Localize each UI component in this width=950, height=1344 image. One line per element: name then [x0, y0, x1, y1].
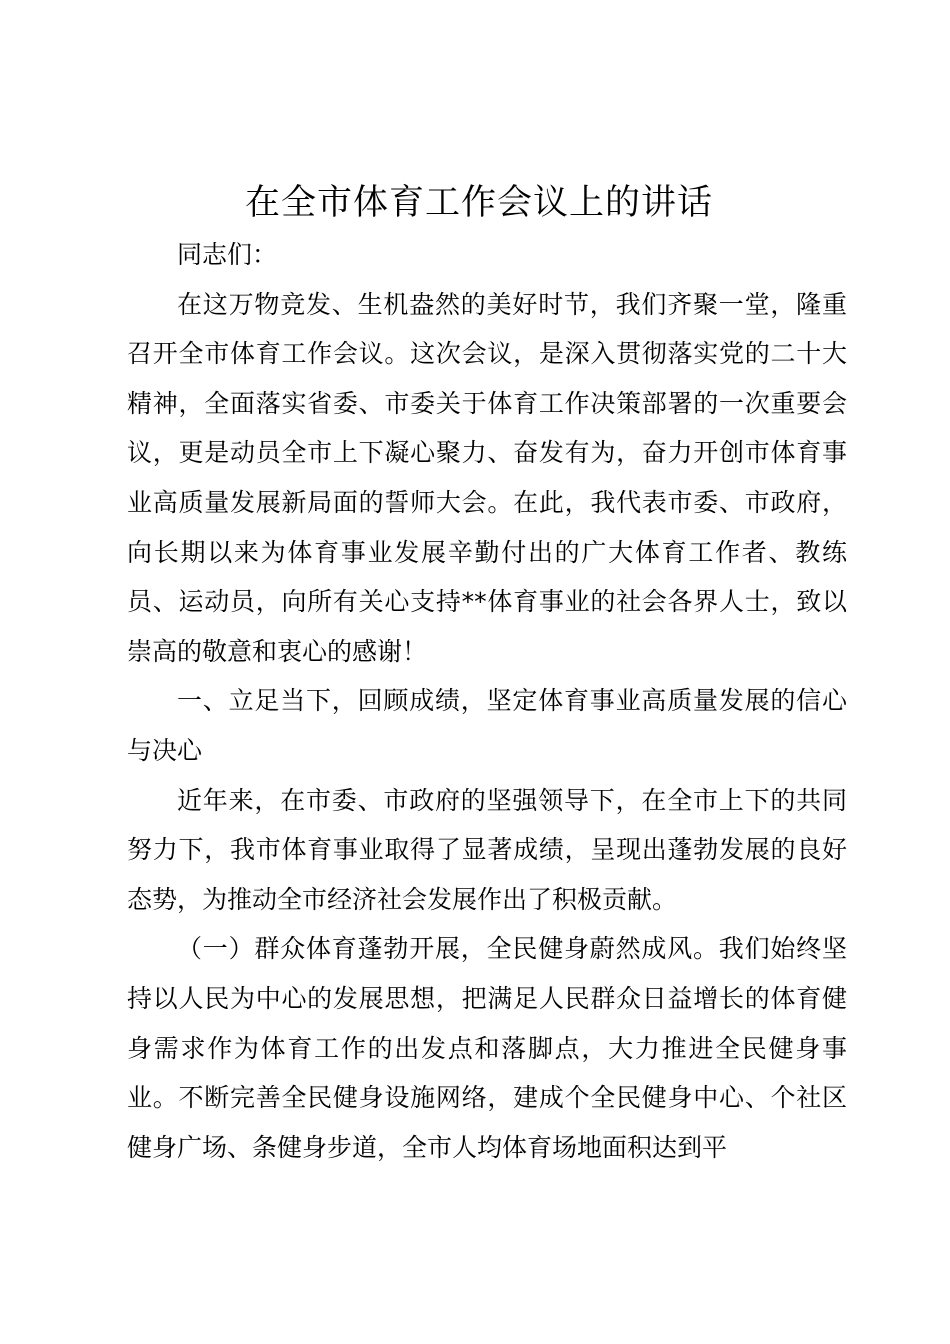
paragraph-opening: 在这万物竞发、生机盎然的美好时节，我们齐聚一堂，隆重召开全市体育工作会议。这次会议，是深入贯彻落实党的二十大精神，全面落实省委、市委关于体育工作决策部署的一次重要会议，更是动员全市上下凝心聚力、奋发有为，奋力开创市体育事业高质量发展新局面的誓师大会。在此，我代表市委、市政府，向长期以来为体育事业发展辛勤付出的广大体育工作者、教练员、运动员，向所有关心支持**体育事业的社会各界人士，致以崇高的敬意和衷心的感谢！ [127, 289, 847, 666]
salutation: 同志们： [177, 240, 278, 269]
document-body [127, 230, 847, 1172]
section-heading-1: 一、立足当下，回顾成绩，坚定体育事业高质量发展的信心与决心 [127, 686, 847, 765]
paragraph-mass-sports: （一）群众体育蓬勃开展，全民健身蔚然成风。我们始终坚持以人民为中心的发展思想，把满足人民群众日益增长的体育健身需求作为体育工作的出发点和落脚点，大力推进全民健身事业。不断完善全民健身设施网络，建成个全民健身中心、个社区健身广场、条健身步道，全市人均体育场地面积达到平 [127, 934, 847, 1162]
paragraph-achievements: 近年来，在市委、市政府的坚强领导下，在全市上下的共同努力下，我市体育事业取得了显著成绩，呈现出蓬勃发展的良好态势，为推动全市经济社会发展作出了积极贡献。 [127, 785, 847, 914]
document-title: 在全市体育工作会议上的讲话 [244, 183, 713, 223]
